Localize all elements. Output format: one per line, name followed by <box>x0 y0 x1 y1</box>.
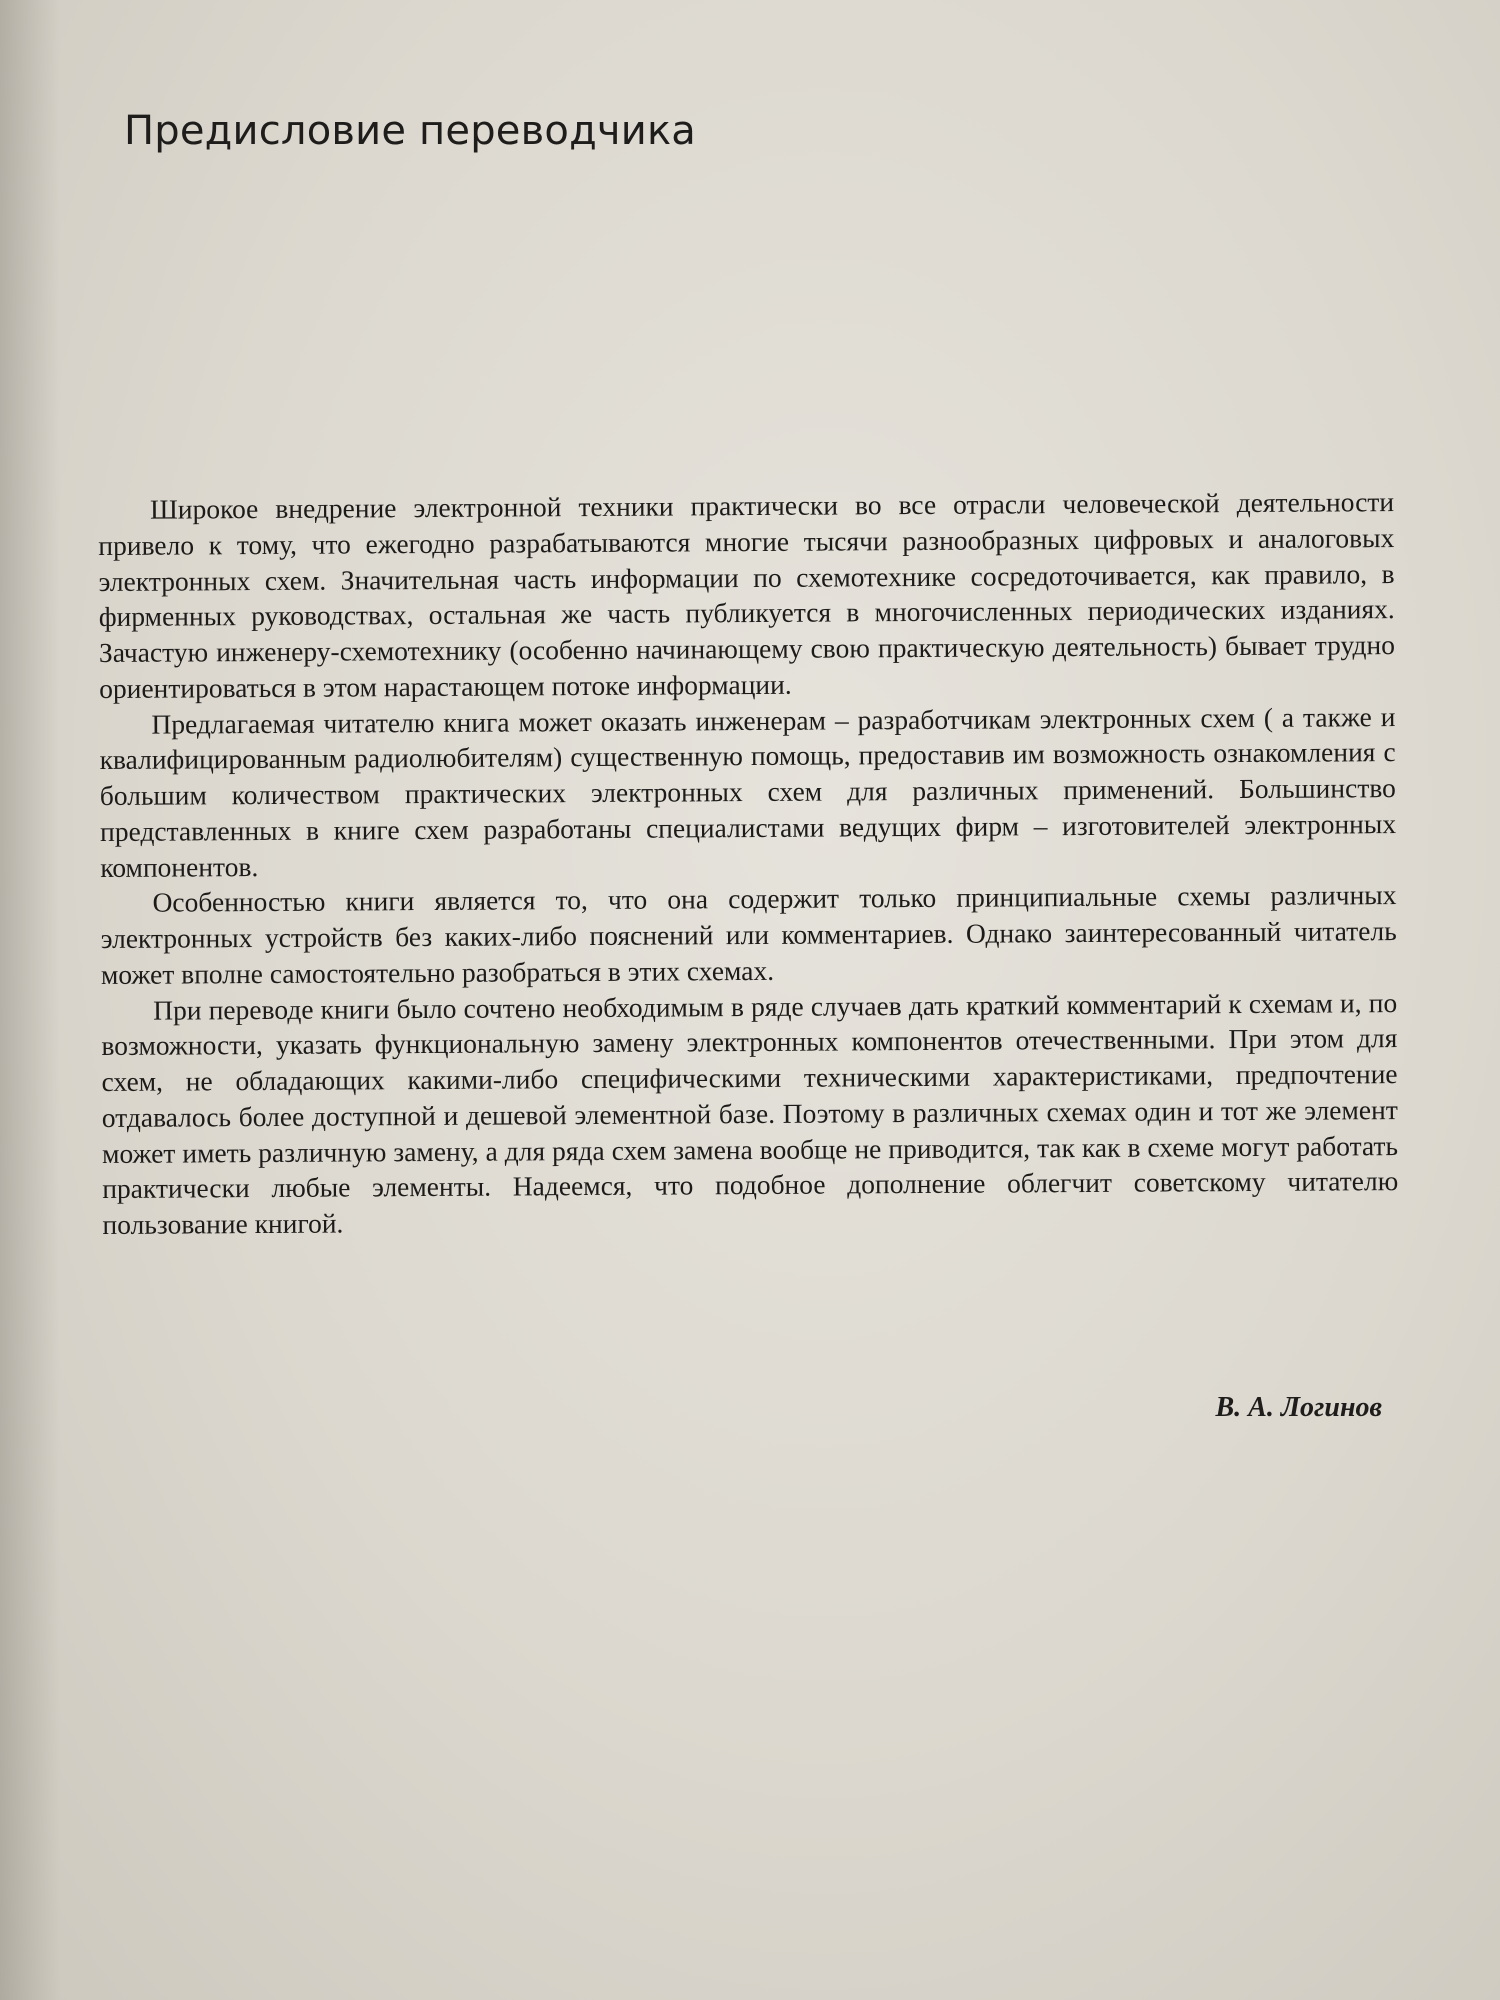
page-edge-shadow <box>0 0 60 2000</box>
paragraph: Особенностью книги является то, что она содержит только принципиальные схемы различных электронных устройств без каких-либо пояснений или комментариев. Однако заинтересованный читатель может вполне самостоятельно разобраться в этих схемах. <box>100 879 1397 990</box>
translator-signature: В. А. Логинов <box>1215 1392 1382 1423</box>
paragraph: Предлагаемая читателю книга может оказать инженерам – разработчикам электронных схем ( а также и квалифицированным радиолюбителям) существенную помощь, предоставив им возможность ознакомления с большим количеством практических электронных схем для различных применений. Большинство представленных в книге схем разработаны специалистами ведущих фирм – изготовителей электронных компонентов. <box>99 700 1397 883</box>
preface-body <box>98 484 1399 1243</box>
paragraph: Широкое внедрение электронной техники практически во все отрасли человеческой деятельности привело к тому, что ежегодно разрабатываются многие тысячи разнообразных цифровых и аналоговых электронных схем. Значительная часть информации по схемотехнике сосредоточивается, как правило, в фирменных руководствах, остальная же часть публикуется в многочисленных периодических изданиях. Зачастую инженеру-схемотехнику (особенно начинающему свою практическую деятельность) бывает трудно ориентироваться в этом нарастающем потоке информации. <box>98 486 1396 704</box>
page-heading: Предисловие переводчика <box>124 108 697 154</box>
paragraph: При переводе книги было сочтено необходимым в ряде случаев дать краткий комментарий к схемам и, по возможности, указать функциональную замену электронных компонентов отечественными. При этом для схем, не обладающих какими-либо специфическими техническими характеристиками, предпочтение отдавалось более доступной и дешевой элементной базе. Поэтому в различных схемах один и тот же элемент может иметь различную замену, а для ряда схем замена вообще не приводится, так как в схеме могут работать практически любые элементы. Надеемся, что подобное дополнение облегчит советскому читателю пользование книгой. <box>101 986 1399 1240</box>
